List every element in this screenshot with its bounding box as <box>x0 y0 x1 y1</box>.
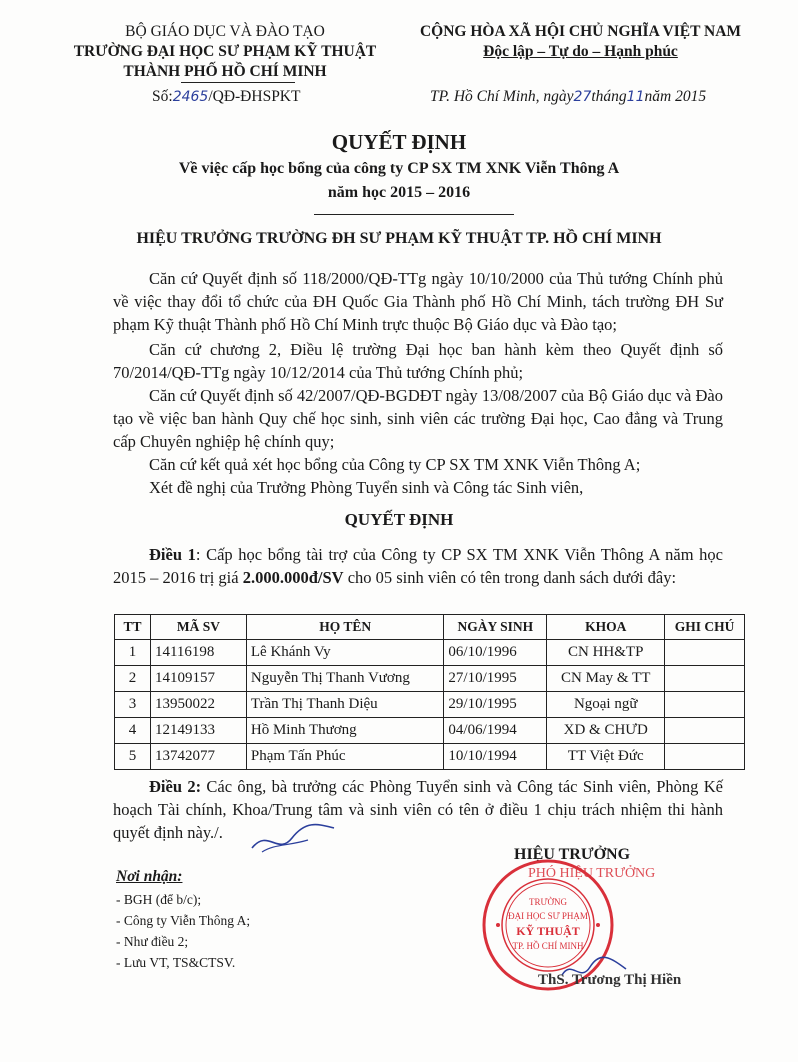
column-header-faculty: KHOA <box>547 615 665 640</box>
handwritten-flourish <box>248 818 338 858</box>
article-2-text: Các ông, bà trưởng các Phòng Tuyển sinh và Công tác Sinh viên, Phòng Kế hoạch Tài chính, Khoa/Trung tâm và sinh viên có tên ở điều 1 chịu trách nhiệm thi hành quyết định này./. <box>113 777 723 842</box>
issuing-authority: HIỆU TRƯỞNG TRƯỜNG ĐH SƯ PHẠM KỸ THUẬT TP. HỒ CHÍ MINH <box>136 230 662 247</box>
column-header-tt: TT <box>115 615 151 640</box>
year-label: năm 2015 <box>644 88 707 105</box>
document-number <box>152 88 300 106</box>
cell-student-id: 13950022 <box>150 692 246 718</box>
cell-full-name: Phạm Tấn Phúc <box>246 744 444 770</box>
cell-student-id: 14109157 <box>150 666 246 692</box>
title-divider <box>314 214 514 215</box>
cell-tt: 3 <box>115 692 151 718</box>
document-subject: Về việc cấp học bổng của công ty CP SX TM XNK Viễn Thông A <box>178 160 620 177</box>
legal-basis-3: Căn cứ Quyết định số 42/2007/QĐ-BGDĐT ngày 13/08/2007 của Bộ Giáo dục và Đào tạo về việc ban hành Quy chế học sinh, sinh viên các trường Đại học, Cao đẳng và Trung cấp Chuyên nghiệp hệ chính quy; <box>113 386 723 451</box>
handwritten-month: 11 <box>626 89 645 105</box>
cell-faculty: CN May & TT <box>547 666 665 692</box>
issuer-underline <box>181 82 295 83</box>
legal-basis-5: Xét đề nghị của Trưởng Phòng Tuyển sinh và Công tác Sinh viên, <box>149 478 584 497</box>
seal-line-4: TP. HỒ CHÍ MINH <box>512 941 584 951</box>
cell-student-id: 13742077 <box>150 744 246 770</box>
issue-date <box>430 88 706 106</box>
column-header-notes: GHI CHÚ <box>665 615 745 640</box>
cell-tt: 1 <box>115 640 151 666</box>
cell-notes <box>665 640 745 666</box>
cell-full-name: Nguyễn Thị Thanh Vương <box>246 666 444 692</box>
document-title: QUYẾT ĐỊNH <box>331 130 467 154</box>
university-name: TRƯỜNG ĐẠI HỌC SƯ PHẠM KỸ THUẬT <box>73 43 377 60</box>
recipient-item: - Lưu VT, TS&CTSV. <box>116 955 236 970</box>
article-2-label: Điều 2: <box>149 777 202 796</box>
cell-faculty: XD & CHƯD <box>547 718 665 744</box>
cell-notes <box>665 744 745 770</box>
month-label: tháng <box>591 88 627 105</box>
cell-full-name: Trần Thị Thanh Diệu <box>246 692 444 718</box>
legal-basis-2: Căn cứ chương 2, Điều lệ trường Đại học ban hành kèm theo Quyết định số 70/2014/QĐ-TTg ngày 10/12/2014 của Thủ tướng Chính phủ; <box>113 340 723 382</box>
column-header-birth-date: NGÀY SINH <box>444 615 547 640</box>
number-prefix: Số: <box>152 88 173 105</box>
handwritten-day: 27 <box>573 89 592 105</box>
legal-basis-1: Căn cứ Quyết định số 118/2000/QĐ-TTg ngày 10/10/2000 của Thủ tướng Chính phủ về việc thay đổi tổ chức của ĐH Quốc Gia Thành phố Hồ Chí Minh, tách trường ĐH Sư phạm Kỹ thuật Thành phố Hồ Chí Minh trực thuộc Bộ Giáo dục và Đào tạo; <box>113 269 723 334</box>
decision-heading: QUYẾT ĐỊNH <box>344 510 454 529</box>
number-suffix: /QĐ-ĐHSPKT <box>208 88 301 105</box>
cell-faculty: Ngoại ngữ <box>547 692 665 718</box>
stamp-overlay-title: PHÓ HIỆU TRƯỞNG <box>528 866 656 881</box>
university-city: THÀNH PHỐ HỒ CHÍ MINH <box>123 63 327 80</box>
national-motto: Độc lập – Tự do – Hạnh phúc <box>483 43 678 60</box>
table-row <box>115 744 745 770</box>
cell-notes <box>665 718 745 744</box>
national-motto-block <box>408 22 753 62</box>
table-row <box>115 640 745 666</box>
legal-basis-4: Căn cứ kết quả xét học bổng của Công ty CP SX TM XNK Viễn Thông A; <box>149 455 641 474</box>
cell-birth-date: 27/10/1995 <box>444 666 547 692</box>
table-row <box>115 692 745 718</box>
academic-year: năm học 2015 – 2016 <box>327 184 471 201</box>
table-row <box>115 666 745 692</box>
seal-line-3: KỸ THUẬT <box>516 924 580 938</box>
table-row <box>115 718 745 744</box>
article-1-text-a: : Cấp học bổng tài trợ của Công ty CP SX TM XNK Viễn Thông A năm học 2015 – 2016 trị giá <box>113 545 723 587</box>
date-prefix: TP. Hồ Chí Minh, ngày <box>430 88 574 105</box>
article-1 <box>113 543 723 589</box>
issuer-block <box>60 22 390 82</box>
signer-name: ThS. Trương Thị Hiền <box>538 972 682 988</box>
cell-student-id: 12149133 <box>150 718 246 744</box>
cell-birth-date: 29/10/1995 <box>444 692 547 718</box>
column-header-full-name: HỌ TÊN <box>246 615 444 640</box>
article-2 <box>113 775 723 844</box>
cell-faculty: TT Việt Đức <box>547 744 665 770</box>
column-header-student-id: MÃ SV <box>150 615 246 640</box>
cell-tt: 5 <box>115 744 151 770</box>
cell-tt: 2 <box>115 666 151 692</box>
scholarship-amount: 2.000.000đ/SV <box>242 568 344 587</box>
seal-line-2: ĐẠI HỌC SƯ PHẠM <box>508 911 588 921</box>
cell-birth-date: 06/10/1996 <box>444 640 547 666</box>
article-1-label: Điều 1 <box>149 545 196 564</box>
ministry-name: BỘ GIÁO DỤC VÀ ĐÀO TẠO <box>125 23 325 40</box>
handwritten-number: 2465 <box>172 89 209 105</box>
country-name: CỘNG HÒA XÃ HỘI CHỦ NGHĨA VIỆT NAM <box>419 23 742 40</box>
cell-birth-date: 10/10/1994 <box>444 744 547 770</box>
recipient-item: - Như điều 2; <box>116 934 189 949</box>
student-list-table <box>114 614 745 770</box>
recipients-title: Nơi nhận: <box>116 868 183 885</box>
recipient-item: - BGH (để b/c); <box>116 892 202 907</box>
seal-line-1: TRƯỜNG <box>529 897 567 907</box>
cell-birth-date: 04/06/1994 <box>444 718 547 744</box>
cell-notes <box>665 692 745 718</box>
cell-full-name: Hồ Minh Thương <box>246 718 444 744</box>
recipient-item: - Công ty Viễn Thông A; <box>116 913 251 928</box>
table-header-row <box>115 615 745 640</box>
cell-notes <box>665 666 745 692</box>
cell-faculty: CN HH&TP <box>547 640 665 666</box>
article-1-text-b: cho 05 sinh viên có tên trong danh sách dưới đây: <box>343 568 677 587</box>
signature-title: HIỆU TRƯỞNG <box>514 846 631 863</box>
cell-tt: 4 <box>115 718 151 744</box>
cell-full-name: Lê Khánh Vy <box>246 640 444 666</box>
cell-student-id: 14116198 <box>150 640 246 666</box>
